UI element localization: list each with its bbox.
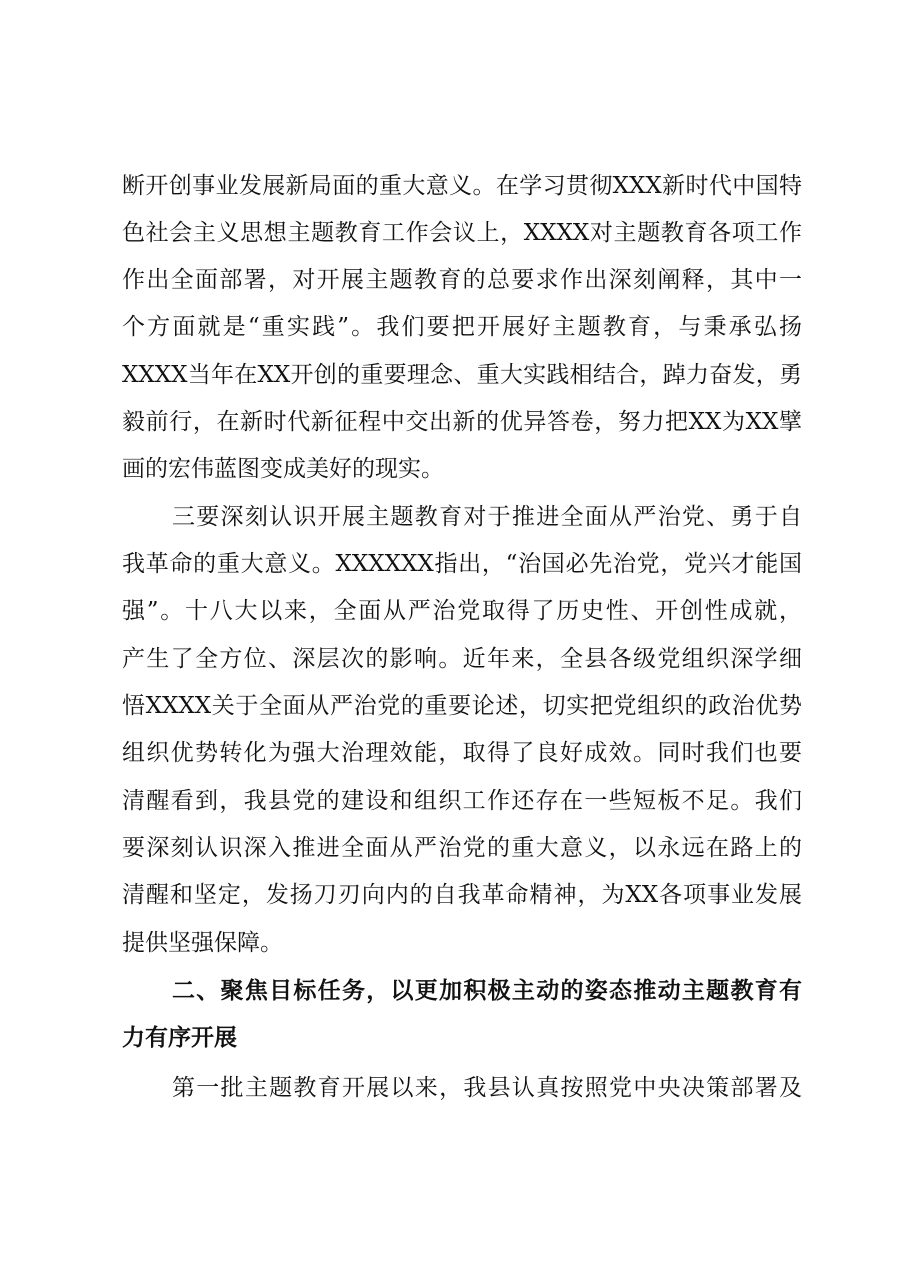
text-line: 要深刻认识深入推进全面从严治党的重大意义，以永远在路上的 [122, 835, 802, 861]
text-line: 第一批主题教育开展以来，我县认真按照党中央决策部署及 [172, 1075, 802, 1101]
text-line: 三要深刻认识开展主题教育对于推进全面从严治党、勇于自 [172, 504, 802, 530]
heading-line: 二、聚焦目标任务，以更加积极主动的姿态推动主题教育有 [172, 978, 802, 1004]
text-line: 断开创事业发展新局面的重大意义。在学习贯彻XXX新时代中国特 [122, 173, 802, 199]
text-line: 作出全面部署，对开展主题教育的总要求作出深刻阐释，其中一 [122, 267, 802, 293]
text-line: 悟XXXX关于全面从严治党的重要论述，切实把党组织的政治优势 [122, 693, 802, 719]
text-line: 色社会主义思想主题教育工作会议上，XXXX对主题教育各项工作 [122, 220, 802, 246]
text-line: 个方面就是“重实践”。我们要把开展好主题教育，与秉承弘扬 [122, 314, 802, 340]
text-line: 组织优势转化为强大治理效能，取得了良好成效。同时我们也要 [122, 740, 802, 766]
text-line: 提供坚强保障。 [122, 930, 283, 956]
text-line: XXXX当年在XX开创的重要理念、重大实践相结合，踔力奋发，勇 [122, 362, 802, 388]
text-line: 清醒看到，我县党的建设和组织工作还存在一些短板不足。我们 [122, 788, 802, 814]
text-line: 清醒和坚定，发扬刀刃向内的自我革命精神，为XX各项事业发展 [122, 882, 802, 908]
text-line: 我革命的重大意义。XXXXXX指出，“治国必先治党，党兴才能国 [122, 551, 802, 577]
heading-line: 力有序开展 [122, 1025, 237, 1051]
text-line: 画的宏伟蓝图变成美好的现实。 [122, 456, 444, 482]
text-line: 强”。十八大以来，全面从严治党取得了历史性、开创性成就， [122, 598, 802, 624]
text-line: 毅前行，在新时代新征程中交出新的优异答卷，努力把XX为XX擘 [122, 409, 802, 435]
text-line: 产生了全方位、深层次的影响。近年来，全县各级党组织深学细 [122, 646, 802, 672]
